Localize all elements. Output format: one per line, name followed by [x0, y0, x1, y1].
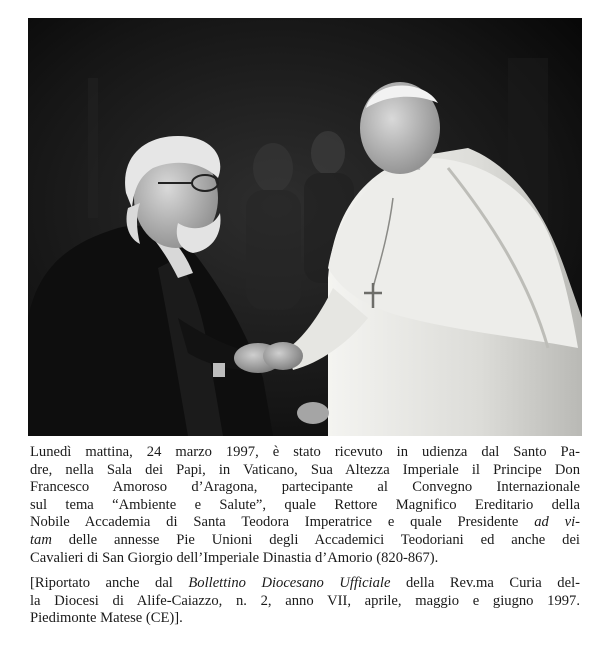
caption-paragraph-2	[30, 575, 580, 628]
source-line-1	[30, 575, 580, 593]
source-prefix: [Riportato anche dal	[30, 575, 189, 592]
photo-scene	[28, 18, 582, 436]
bulletin-title: Bollettino Diocesano Ufficiale	[188, 575, 391, 592]
caption-line-7: Cavalieri di San Giorgio dell’Imperiale Dinastia d’Amorio (820-867).	[30, 549, 439, 566]
photo-caption	[30, 444, 580, 628]
caption-line-1: Lunedì mattina, 24 marzo 1997, è stato ricevuto in udienza dal Santo Pa-	[30, 444, 580, 460]
caption-line-3: Francesco Amoroso d’Aragona, partecipante al Convegno Internazionale	[30, 479, 580, 496]
caption-line-6-text: delle annesse Pie Unioni degli Accademici Teodoriani ed anche dei	[68, 531, 580, 548]
source-line-2: la Diocesi di Alife-Caiazzo, n. 2, anno VII, aprile, maggio e giugno 1997.	[30, 592, 580, 609]
source-line-3: Piedimonte Matese (CE)].	[30, 610, 183, 627]
caption-paragraph-1	[30, 444, 580, 567]
ad-vitam-part-1: ad vi-	[534, 514, 580, 531]
caption-line-5	[30, 514, 580, 532]
caption-line-2: dre, nella Sala dei Papi, in Vaticano, Sua Altezza Imperiale il Principe Don	[30, 461, 580, 478]
caption-line-4: sul tema “Ambiente e Salute”, quale Rettore Magnifico Ereditario della	[30, 496, 580, 513]
caption-line-5-text: Nobile Accademia di Santa Teodora Imperatrice e quale Presidente	[30, 514, 519, 531]
ad-vitam-part-2: tam	[30, 531, 52, 548]
source-suffix: della Rev.ma Curia del-	[390, 575, 580, 592]
photograph	[28, 18, 582, 436]
caption-line-6	[30, 532, 580, 550]
